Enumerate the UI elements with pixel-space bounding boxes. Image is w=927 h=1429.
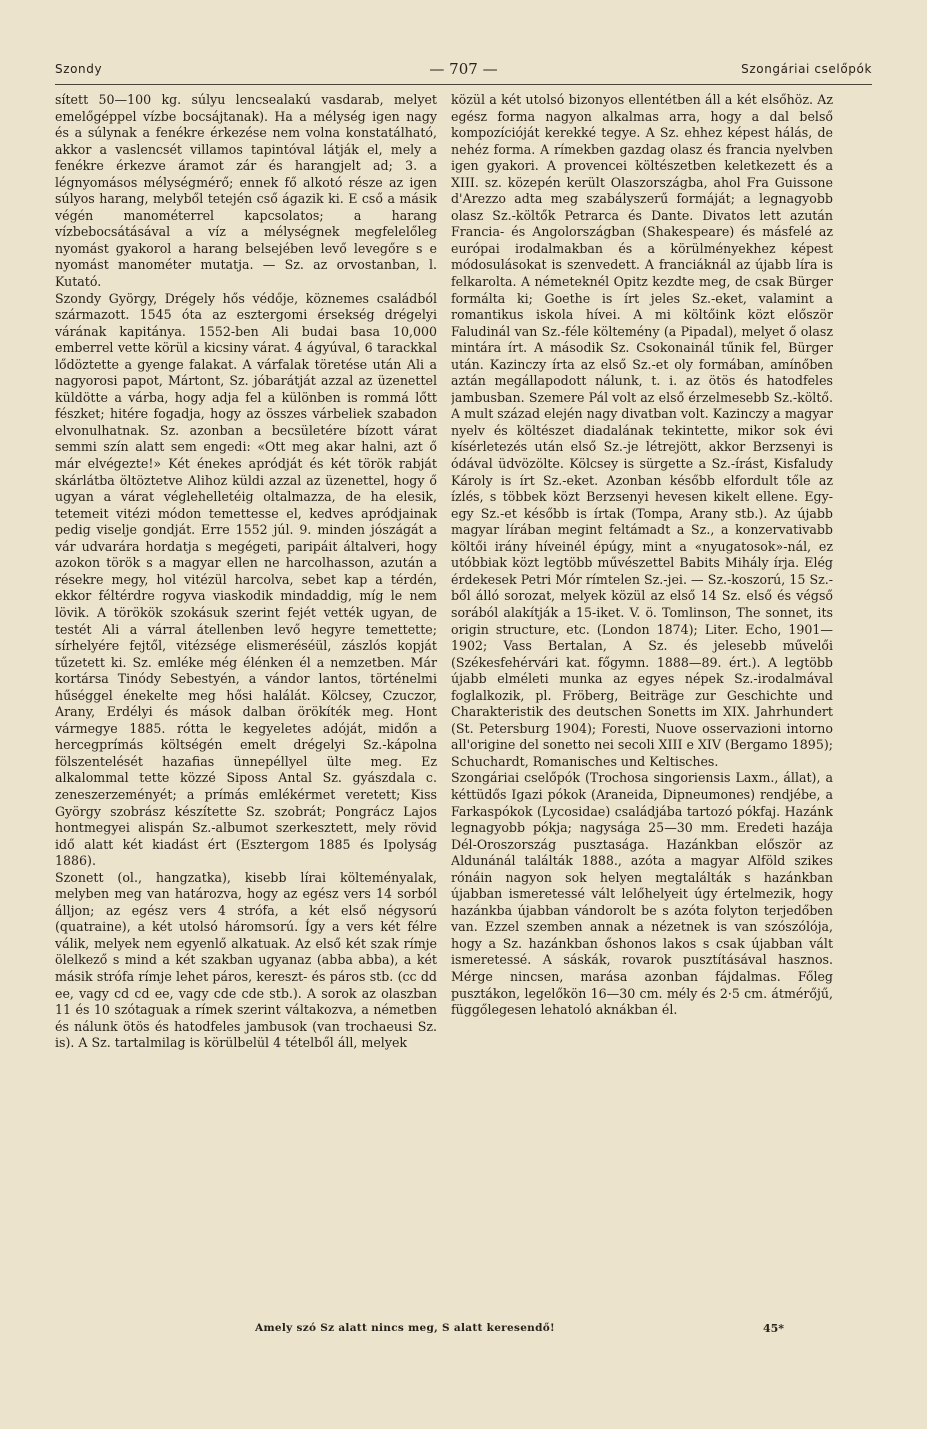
- header-right-keyword: Szongáriai cselőpók: [741, 62, 872, 76]
- header-left-keyword: Szondy: [55, 62, 103, 76]
- signature-mark: 45*: [762, 1322, 784, 1335]
- entry-paragraph: Szonett (ol., hangzatka), kisebb lírai költeményalak, melyben meg van határozva, hogy az egész vers 14 sorból álljon; az egész vers 4 strófa, a két első négysorú (quatraine), a két utolsó háromsorú. Így a vers két félre válik, melyek nem egyenlő alkatuak. Az első két szak rímje ölelkező s mind a két szakban ugyanaz (abba abba), a két másik strófa rímje lehet páros, kereszt- és páros stb. (cc dd ee, vagy cd cd ee, vagy cde cde stb.). A sorok az olaszban 11 és 10 szótaguak a rímek szerint váltakozva, a németben és nálunk ötös és hatodfeles jambusok (van trochaeusi Sz. is). A Sz. tartalmilag is körülbelül 4 tételből áll, melyek: [55, 869, 437, 1051]
- entry-paragraph: Szondy György, Drégely hős védője, köznemes családból származott. 1545 óta az esztergomi érsekség drégelyi várának kapitánya. 1552-ben Ali budai basa 10,000 emberrel vette körül a kicsiny várat. 4 ágyúval, 6 tarackkal lődöztette a gyenge falakat. A várfalak töretése után Ali a nagyorosi papot, Mártont, Sz. jóbarátját azzal az üzenettel küldötte a várba, hogy adja fel a különben is rommá lőtt fészket; hitére fogadja, hogy az összes várbeliek szabadon elvonulhatnak. Sz. azonban a becsületére bízott várat semmi szín alatt sem engedi: «Ott meg akar halni, azt ő már elvégezte!» Két énekes apródját és két török rabját skárlátba öltöztetve Alihoz küldi azzal az üzenettel, hogy ő ugyan a várat véglehelletéig oltalmazza, de ha elesik, tetemeit vitézi módon temettesse el, kedves apródjainak pedig viselje gondját. Erre 1552 júl. 9. minden jószágát a vár udvarára hordatja s megégeti, paripáit általveri, hogy azokon török s a magyar ellen ne harcolhasson, azután a résekre megy, hol vitézül harcolva, sebet kap a térdén, ekkor féltérdre rogyva viaskodik mindaddig, míg le nem lövik. A törökök szokásuk szerint fejét vették ugyan, de testét Ali a várral átellenben levő hegyre temettette; sírhelyére fejtől, vitézsége elismeréséül, zászlós kopját tűzetett ki. Sz. emléke még élénken él a nemzetben. Már kortársa Tinódy Sebestyén, a vándor lantos, történelmi hűséggel énekelte meg hősi halálát. Kölcsey, Czuczor, Arany, Erdélyi és mások dalban örökíték meg. Hont vármegye 1885. rótta le kegyeletes adóját, midőn a hercegprímás költségén emelt drégelyi Sz.-kápolna fölszentelését hazafias ünnepéllyel ülte meg. Ez alkalommal tette közzé Siposs Antal Sz. gyászdala c. zeneszerzeményét; a prímás emlékérmet veretett; Kiss György szobrász készítette Sz. szobrát; Pongrácz Lajos hontmegyei alispán Sz.-albumot szerkesztett, mely rövid idő alatt két kiadást ért (Esztergom 1885 és Ipolyság 1886).: [55, 290, 437, 869]
- footer-note: Amely szó Sz alatt nincs meg, S alatt keresendő!: [255, 1322, 555, 1334]
- running-header: [55, 58, 872, 85]
- entry-paragraph: közül a két utolsó bizonyos ellentétben áll a két elsőhöz. Az egész forma nagyon alkalmas arra, hogy a dal belső kompozícióját kerekké tegye. A Sz. ehhez képest hálás, de nehéz forma. A rímekben gazdag olasz és francia nyelvben igen gyakori. A provencei költészetben keletkezett és a XIII. sz. közepén került Olaszországba, ahol Fra Guissone d'Arezzo adta meg szabályszerű formáját; a legnagyobb olasz Sz.-költők Petrarca és Dante. Divatos lett azután Francia- és Angolországban (Shakespeare) és másfelé az európai irodalmakban és a körülményekhez képest módosulásokat is szenvedett. A franciáknál az újabb líra is felkarolta. A németeknél Opitz kezdte meg, de csak Bürger formálta ki; Goethe is írt jeles Sz.-eket, valamint a romantikus iskola hívei. A mi költőink közt először Faludinál van Sz.-féle költemény (a Pipadal), melyet ő olasz mintára írt. A második Sz. Csokonainál tűnik fel, Bürger után. Kazinczy írta az első Sz.-et oly formában, amínőben aztán megállapodott nálunk, t. i. az ötös és hatodfeles jambusban. Szemere Pál volt az első érzelmesebb Sz.-költő. A mult század elején nagy divatban volt. Kazinczy a magyar nyelv és költészet diadalának tekintette, mikor sok évi kísérletezés után első Sz.-je létrejött, akkor Berzsenyi is ódával üdvözölte. Kölcsey is sürgette a Sz.-írást, Kisfaludy Károly is írt Sz.-eket. Azonban később elfordult tőle az ízlés, s többek közt Berzsenyi hevesen kikelt ellene. Egy-egy Sz.-et később is írtak (Tompa, Arany stb.). Az újabb magyar lírában megint feltámadt a Sz., a konzervativabb költői irány híveinél épúgy, mint a «nyugatosok»-nál, ez utóbbiak közt legtöbb művészettel Babits Mihály írja. Elég érdekesek Petri Mór rímtelen Sz.-jei. — Sz.-koszorú, 15 Sz.-ből álló sorozat, melyek közül az első 14 Sz. első és végső sorából alakítják a 15-iket. V. ö. Tomlinson, The sonnet, its origin structure, etc. (London 1874); Liter. Echo, 1901—1902; Vass Bertalan, A Sz. és jelesebb művelői (Székesfehérvári kat. főgymn. 1888—89. ért.). A legtöbb újabb elméleti munka az egyes népek Sz.-irodalmával foglalkozik, pl. Fröberg, Beiträge zur Geschichte und Charakteristik des deutschen Sonetts im XIX. Jahrhundert (St. Petersburg 1904); Foresti, Nuove osservazioni intorno all'origine del sonetto nei secoli XIII e XIV (Bergamo 1895); Schuchardt, Romanisches und Keltisches.: [451, 92, 833, 769]
- right-text-column: [451, 92, 833, 1302]
- entry-paragraph: Szongáriai cselőpók (Trochosa singoriensis Laxm., állat), a kéttüdős Igazi pókok (Araneida, Dipneumones) rendjébe, a Farkaspókok (Lycosidae) családjába tartozó pókfaj. Hazánk legnagyobb pókja; nagysága 25—30 mm. Eredeti hazája Dél-Oroszország pusztasága. Hazánkban először az Aldunánál találták 1888., azóta a magyar Alföld szikes rónáin nagyon sok helyen megtalálták s hazánkban újabban ismeretessé vált lelőhelyeit úgy értelmezik, hogy hazánkba újabban vándorolt be s azóta folyton terjedőben van. Ezzel szemben annak a nézetnek is van szószólója, hogy a Sz. hazánkban őshonos lakos s csak újabban vált ismeretessé. A sáskák, rovarok pusztításával hasznos. Mérge nincsen, marása azonban fájdalmas. Főleg pusztákon, legelőkön 16—30 cm. mély és 2·5 cm. átmérőjű, függőlegesen lehatoló aknákban él.: [451, 770, 833, 1018]
- page-number: — 707 —: [429, 60, 498, 78]
- left-text-column: [55, 92, 437, 1302]
- page-footer: [55, 1322, 872, 1342]
- entry-paragraph: sített 50—100 kg. súlyu lencsealakú vasdarab, melyet emelőgéppel vízbe bocsájtanak). Ha a mélység igen nagy és a súlynak a fenékre érkezése nem volna konstatálható, akkor a vaslencsét villamos tapintóval látják el, mely a fenékre érkezve áramot zár és harangjelt ad; 3. a légnyomásos mélységmérő; ennek fő alkotó része az igen súlyos harang, melyből tetején cső ágazik ki. E cső a másik végén manométerrel kapcsolatos; a harang vízbebocsátásával a víz a mélységnek megfelelőleg nyomást gyakorol a harang belsejében levő levegőre s e nyomást manométer mutatja. — Sz. az orvostanban, l. Kutató.: [55, 92, 437, 290]
